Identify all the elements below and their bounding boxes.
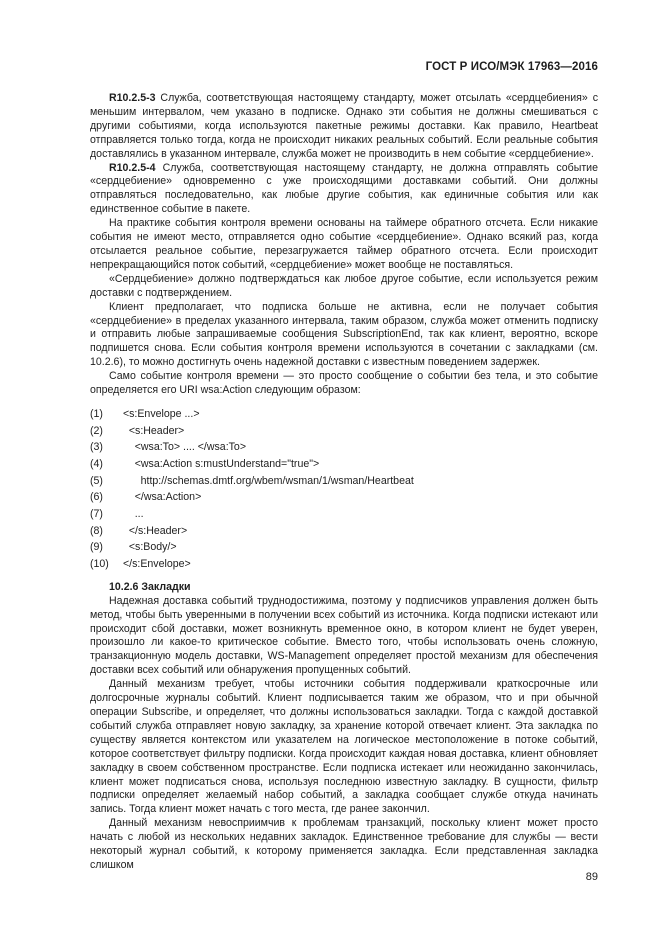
code-line: (6) </wsa:Action> [90,491,202,504]
code-line: (5) http://schemas.dmtf.org/wbem/wsman/1/wsman/Heartbeat [90,474,414,487]
paragraph: Само событие контроля времени — это просто сообщение о событии без тела, и это событие определяется его URI wsa:Action следующим образом: [90,370,598,397]
code-line: (9) <s:Body/> [90,541,177,554]
code-line: (2) <s:Header> [90,424,185,437]
document-code-header: ГОСТ Р ИСО/МЭК 17963—2016 [425,61,598,73]
document-body [90,92,598,873]
code-line: (1) <s:Envelope ...> [90,407,200,420]
code-listing [90,406,598,573]
section-heading: 10.2.6 Закладки [109,580,191,593]
paragraph: Данный механизм невосприимчив к проблемам транзакций, поскольку клиент может просто начать с любой из нескольких недавних закладок. Единственное требование для службы — вести некоторый журнал событий, к которому применяется закладка. Если представленная закладка слишком [90,817,598,871]
code-line: (7) ... [90,508,144,521]
code-line: (8) </s:Header> [90,524,188,537]
code-line: (3) <wsa:To> .... </wsa:To> [90,441,247,454]
paragraph: «Сердцебиение» должно подтверждаться как любое другое событие, если используется режим доставки с подтверждением. [90,272,598,299]
code-line: (4) <wsa:Action s:mustUnderstand="true"> [90,458,320,470]
requirement-label: R10.2.5-4 [109,161,156,174]
paragraph-r10-2-5-4: R10.2.5-4 Служба, соответствующая настоящему стандарту, не должна отправлять событие «сердцебиение» одновременно с уже происходящими доставками событий. Они должны отправляться последовательно, как любые другие события, как единичные события или как единственное событие в пакете. [90,161,598,216]
code-line: (10) </s:Envelope> [90,558,191,571]
requirement-label: R10.2.5-3 [109,92,156,104]
paragraph: На практике события контроля времени основаны на таймере обратного отсчета. Если никакие события не имеют место, отправляется одно событие «сердцебиение». Однако всякий раз, когда отсылается реальное событие, перезагружается таймер обратного отсчета. Если происходит непрекращающийся поток событий, «сердцебиение» может вообще не поставляться. [90,217,598,271]
paragraph-r10-2-5-3: R10.2.5-3 Служба, соответствующая настоящему стандарту, может отсылать «сердцебиения» с меньшим интервалом, чем указано в подписке. Однако эти события не должны смешиваться с другими событиями, когда используются пакетные режимы доставки. Как правило, Heartbeat отправляется только тогда, когда не происходит никаких реальных событий. Если реальные события доставлялись в указанном интервале, служба может не производить в нем событие «сердцебиение». [90,92,598,160]
paragraph: Надежная доставка событий труднодостижима, поэтому у подписчиков управления должен быть метод, чтобы быть уверенными в получении всех событий из источника. Когда подписки истекают или происходит сбой доставки, может возникнуть временное окно, в котором клиент не будет уверен, произошло ли какое-то критическое событие. Вместо того, чтобы использовать очень сложную, транзакционную модель доставки, WS-Management определяет простой механизм для обеспечения доставки всех событий или обнаружения пропущенных событий. [90,594,598,677]
paragraph: Данный механизм требует, чтобы источники события поддерживали краткосрочные или долгосрочные журналы событий. Клиент подписывается таким же образом, что и при обычной операции Subscribe, и определяет, что должны использоваться закладки. Тогда с каждой доставкой событий служба отправляет новую закладку, за хранение которой отвечает клиент. Эта закладка по существу является контекстом или указателем на логическое местоположение в потоке событий, которое соответствует фильтру подписки. Когда происходит каждая новая доставка, клиент обновляет закладку в своем собственном пространстве. Если подписка истекает или неожиданно закончилась, клиент может подписаться снова, используя последнюю известную закладку. В сущности, фильтр подписки определяет желаемый набор событий, а закладка сообщает службе откуда начинать запись. Тогда клиент может начать с того места, где ранее закончил. [90,678,598,816]
page-number: 89 [585,871,598,883]
paragraph: Клиент предполагает, что подписка больше не активна, если не получает события «сердцебиение» в пределах указанного интервала, таким образом, служба может отменить подписку и отправить любые запрашиваемые сообщения SubscriptionEnd, так как клиент, вероятно, вскоре подпишется снова. Если события контроля времени используются в сочетании с закладками (см. 10.2.6), то можно достигнуть очень надежной доставки с известным поведением задержек. [90,300,598,369]
